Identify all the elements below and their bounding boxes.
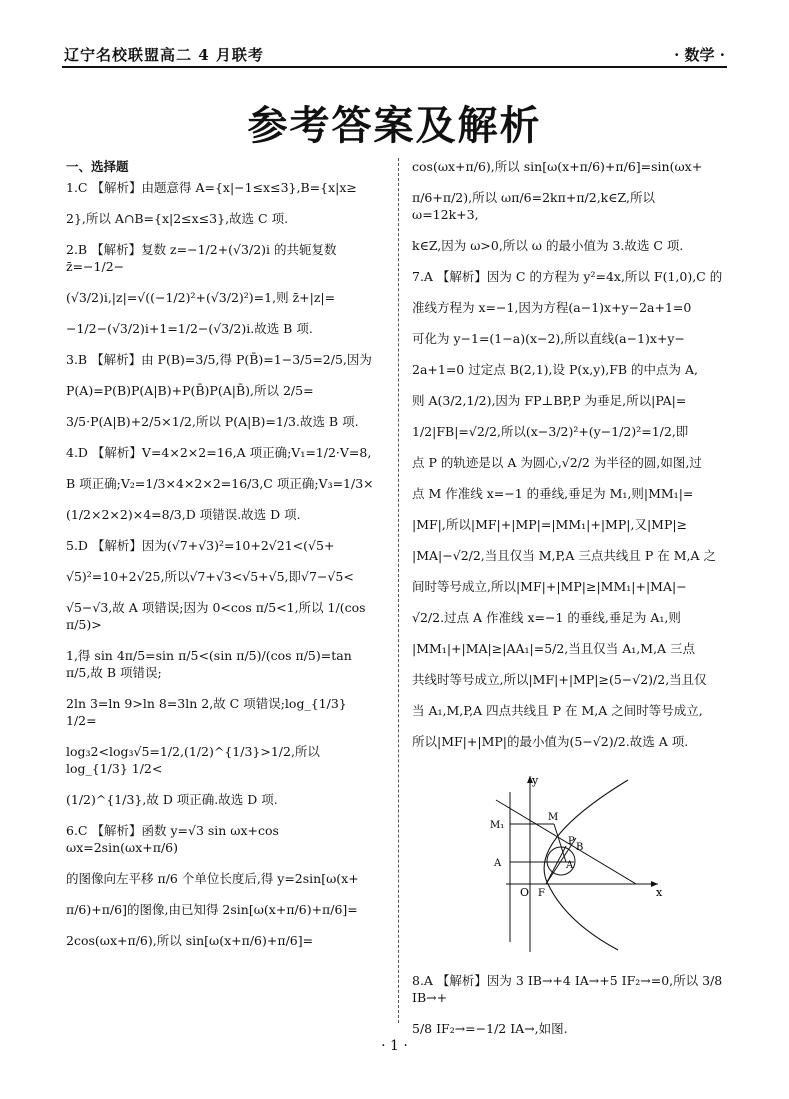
- answer-line: (1/2×2×2)×4=8/3,D 项错误.故选 D 项.: [66, 507, 301, 522]
- answer-line: π/6+π/2),所以 ωπ/6=2kπ+π/2,k∈Z,所以 ω=12k+3,: [412, 190, 659, 222]
- answer-item: [66, 444, 376, 523]
- answer-line: 共线时等号成立,所以|MF|+|MP|≥(5−√2)/2,当且仅: [412, 672, 707, 687]
- left-column: [66, 158, 376, 963]
- answer-line: 当 A₁,M,P,A 四点共线且 P 在 M,A 之间时等号成立,: [412, 703, 703, 718]
- answer-line: 2cos(ωx+π/6),所以 sin[ω(x+π/6)+π/6]=: [66, 933, 314, 948]
- parabola-curve: [544, 780, 628, 950]
- answer-line: 3/5·P(A|B)+2/5×1/2,所以 P(A|B)=1/3.故选 B 项.: [66, 414, 359, 429]
- answer-line: 2a+1=0 过定点 B(2,1),设 P(x,y),FB 的中点为 A,: [412, 362, 698, 377]
- answer-item: [412, 268, 724, 750]
- label-p: P: [568, 836, 575, 847]
- label-f: F: [538, 888, 545, 899]
- label-a-axis: A: [494, 858, 502, 869]
- answer-line: 间时等号成立,所以|MF|+|MP|≥|MM₁|+|MA|−: [412, 579, 687, 594]
- answer-line: 8.A 【解析】因为 3 IB→+4 IA→+5 IF₂→=0,所以 3/8 IB→+: [412, 973, 727, 1005]
- section-heading: 一、选择题: [66, 159, 129, 174]
- exam-name: 辽宁名校联盟高二 4 月联考: [64, 46, 264, 64]
- label-m: M: [548, 812, 559, 823]
- answer-line: P(A)=P(B)P(A|B)+P(B̄)P(A|B̄),所以 2/5=: [66, 383, 314, 398]
- page-header: [62, 40, 727, 68]
- subject-label: · 数学 ·: [674, 46, 725, 64]
- line-mp: [554, 824, 566, 862]
- answer-line: √2/2.过点 A 作准线 x=−1 的垂线,垂足为 A₁,则: [412, 610, 681, 625]
- answer-line: 可化为 y−1=(1−a)(x−2),所以直线(a−1)x+y−: [412, 331, 685, 346]
- page-number: · 1 ·: [381, 1038, 408, 1054]
- answer-line: 1.C 【解析】由题意得 A={x|−1≤x≤3},B={x|x≥: [66, 180, 357, 195]
- answer-line: 3.B 【解析】由 P(B)=3/5,得 P(B̄)=1−3/5=2/5,因为: [66, 352, 372, 367]
- answer-line: √5−√3,故 A 项错误;因为 0<cos π/5<1,所以 1/(cos π/5)>: [66, 600, 370, 632]
- answer-line: 点 M 作准线 x=−1 的垂线,垂足为 M₁,则|MM₁|=: [412, 486, 694, 501]
- answer-line: B 项正确;V₂=1/3×4×2×2=16/3,C 项正确;V₃=1/3×: [66, 476, 374, 491]
- answer-line: 5/8 IF₂→=−1/2 IA→,如图.: [412, 1021, 568, 1036]
- answer-line: 的图像向左平移 π/6 个单位长度后,得 y=2sin[ω(x+: [66, 871, 359, 886]
- answer-item: [66, 537, 376, 808]
- label-b: B: [576, 842, 584, 853]
- answer-item: [412, 972, 727, 1037]
- answer-item: [66, 351, 376, 430]
- answer-line: (√3/2)i,|z|=√((−1/2)²+(√3/2)²)=1,则 z̄+|z|=: [66, 290, 336, 305]
- answer-line: 2},所以 A∩B={x|2≤x≤3},故选 C 项.: [66, 211, 289, 226]
- answer-line: |MA|−√2/2,当且仅当 M,P,A 三点共线且 P 在 M,A 之: [412, 548, 716, 563]
- answer-item: [66, 179, 376, 227]
- answer-line: |MM₁|+|MA|≥|AA₁|=5/2,当且仅当 A₁,M,A 三点: [412, 641, 696, 656]
- answer-line: −1/2−(√3/2)i+1=1/2−(√3/2)i.故选 B 项.: [66, 321, 313, 336]
- answer-line: 2.B 【解析】复数 z=−1/2+(√3/2)i 的共轭复数z̄=−1/2−: [66, 242, 337, 274]
- answer-line: 准线方程为 x=−1,因为方程(a−1)x+y−2a+1=0: [412, 300, 692, 315]
- answer-line: 点 P 的轨迹是以 A 为圆心,√2/2 为半径的圆,如图,过: [412, 455, 702, 470]
- answer-item: [66, 822, 376, 949]
- answer-item: [66, 241, 376, 337]
- answer-line: k∈Z,因为 ω>0,所以 ω 的最小值为 3.故选 C 项.: [412, 238, 684, 253]
- answer-line: |MF|,所以|MF|+|MP|=|MM₁|+|MP|,又|MP|≥: [412, 517, 688, 532]
- answer-line: π/6)+π/6]的图像,由已知得 2sin[ω(x+π/6)+π/6]=: [66, 902, 358, 917]
- answer-line: 5.D 【解析】因为(√7+√3)²=10+2√21<(√5+: [66, 538, 335, 553]
- label-y: y: [532, 774, 539, 787]
- answer-line: 2ln 3=ln 9>ln 8=3ln 2,故 C 项错误;log_{1/3} 1/2=: [66, 696, 351, 728]
- answer-line: 所以|MF|+|MP|的最小值为(5−√2)/2.故选 A 项.: [412, 734, 689, 749]
- right-column: [412, 158, 727, 1051]
- parabola-figure: [486, 772, 666, 962]
- answer-line: log₃2<log₃√5=1/2,(1/2)^{1/3}>1/2,所以 log_{1/3} 1/2<: [66, 744, 324, 776]
- page-title: 参考答案及解析: [247, 103, 542, 149]
- line-through-b: [496, 800, 636, 884]
- column-divider: [398, 158, 399, 1023]
- answer-line: 1,得 sin 4π/5=sin π/5<(sin π/5)/(cos π/5)=tan π/5,故 B 项错误;: [66, 648, 356, 680]
- answer-line: 6.C 【解析】函数 y=√3 sin ωx+cos ωx=2sin(ωx+π/6): [66, 823, 283, 855]
- label-m1: M₁: [490, 820, 505, 831]
- label-o: O: [520, 886, 530, 899]
- answer-line: cos(ωx+π/6),所以 sin[ω(x+π/6)+π/6]=sin(ωx+: [412, 159, 703, 174]
- answer-item: [412, 158, 724, 254]
- answer-line: 1/2|FB|=√2/2,所以(x−3/2)²+(y−1/2)²=1/2,即: [412, 424, 689, 439]
- answer-line: (1/2)^{1/3},故 D 项正确.故选 D 项.: [66, 792, 278, 807]
- answer-line: 4.D 【解析】V=4×2×2=16,A 项正确;V₁=1/2·V=8,: [66, 445, 372, 460]
- label-a: A: [566, 860, 574, 871]
- label-x: x: [656, 886, 663, 899]
- answer-line: 7.A 【解析】因为 C 的方程为 y²=4x,所以 F(1,0),C 的: [412, 269, 723, 284]
- answer-line: 则 A(3/2,1/2),因为 FP⊥BP,P 为垂足,所以|PA|=: [412, 393, 687, 408]
- answer-line: √5)²=10+2√25,所以√7+√3<√5+√5,即√7−√5<: [66, 569, 354, 584]
